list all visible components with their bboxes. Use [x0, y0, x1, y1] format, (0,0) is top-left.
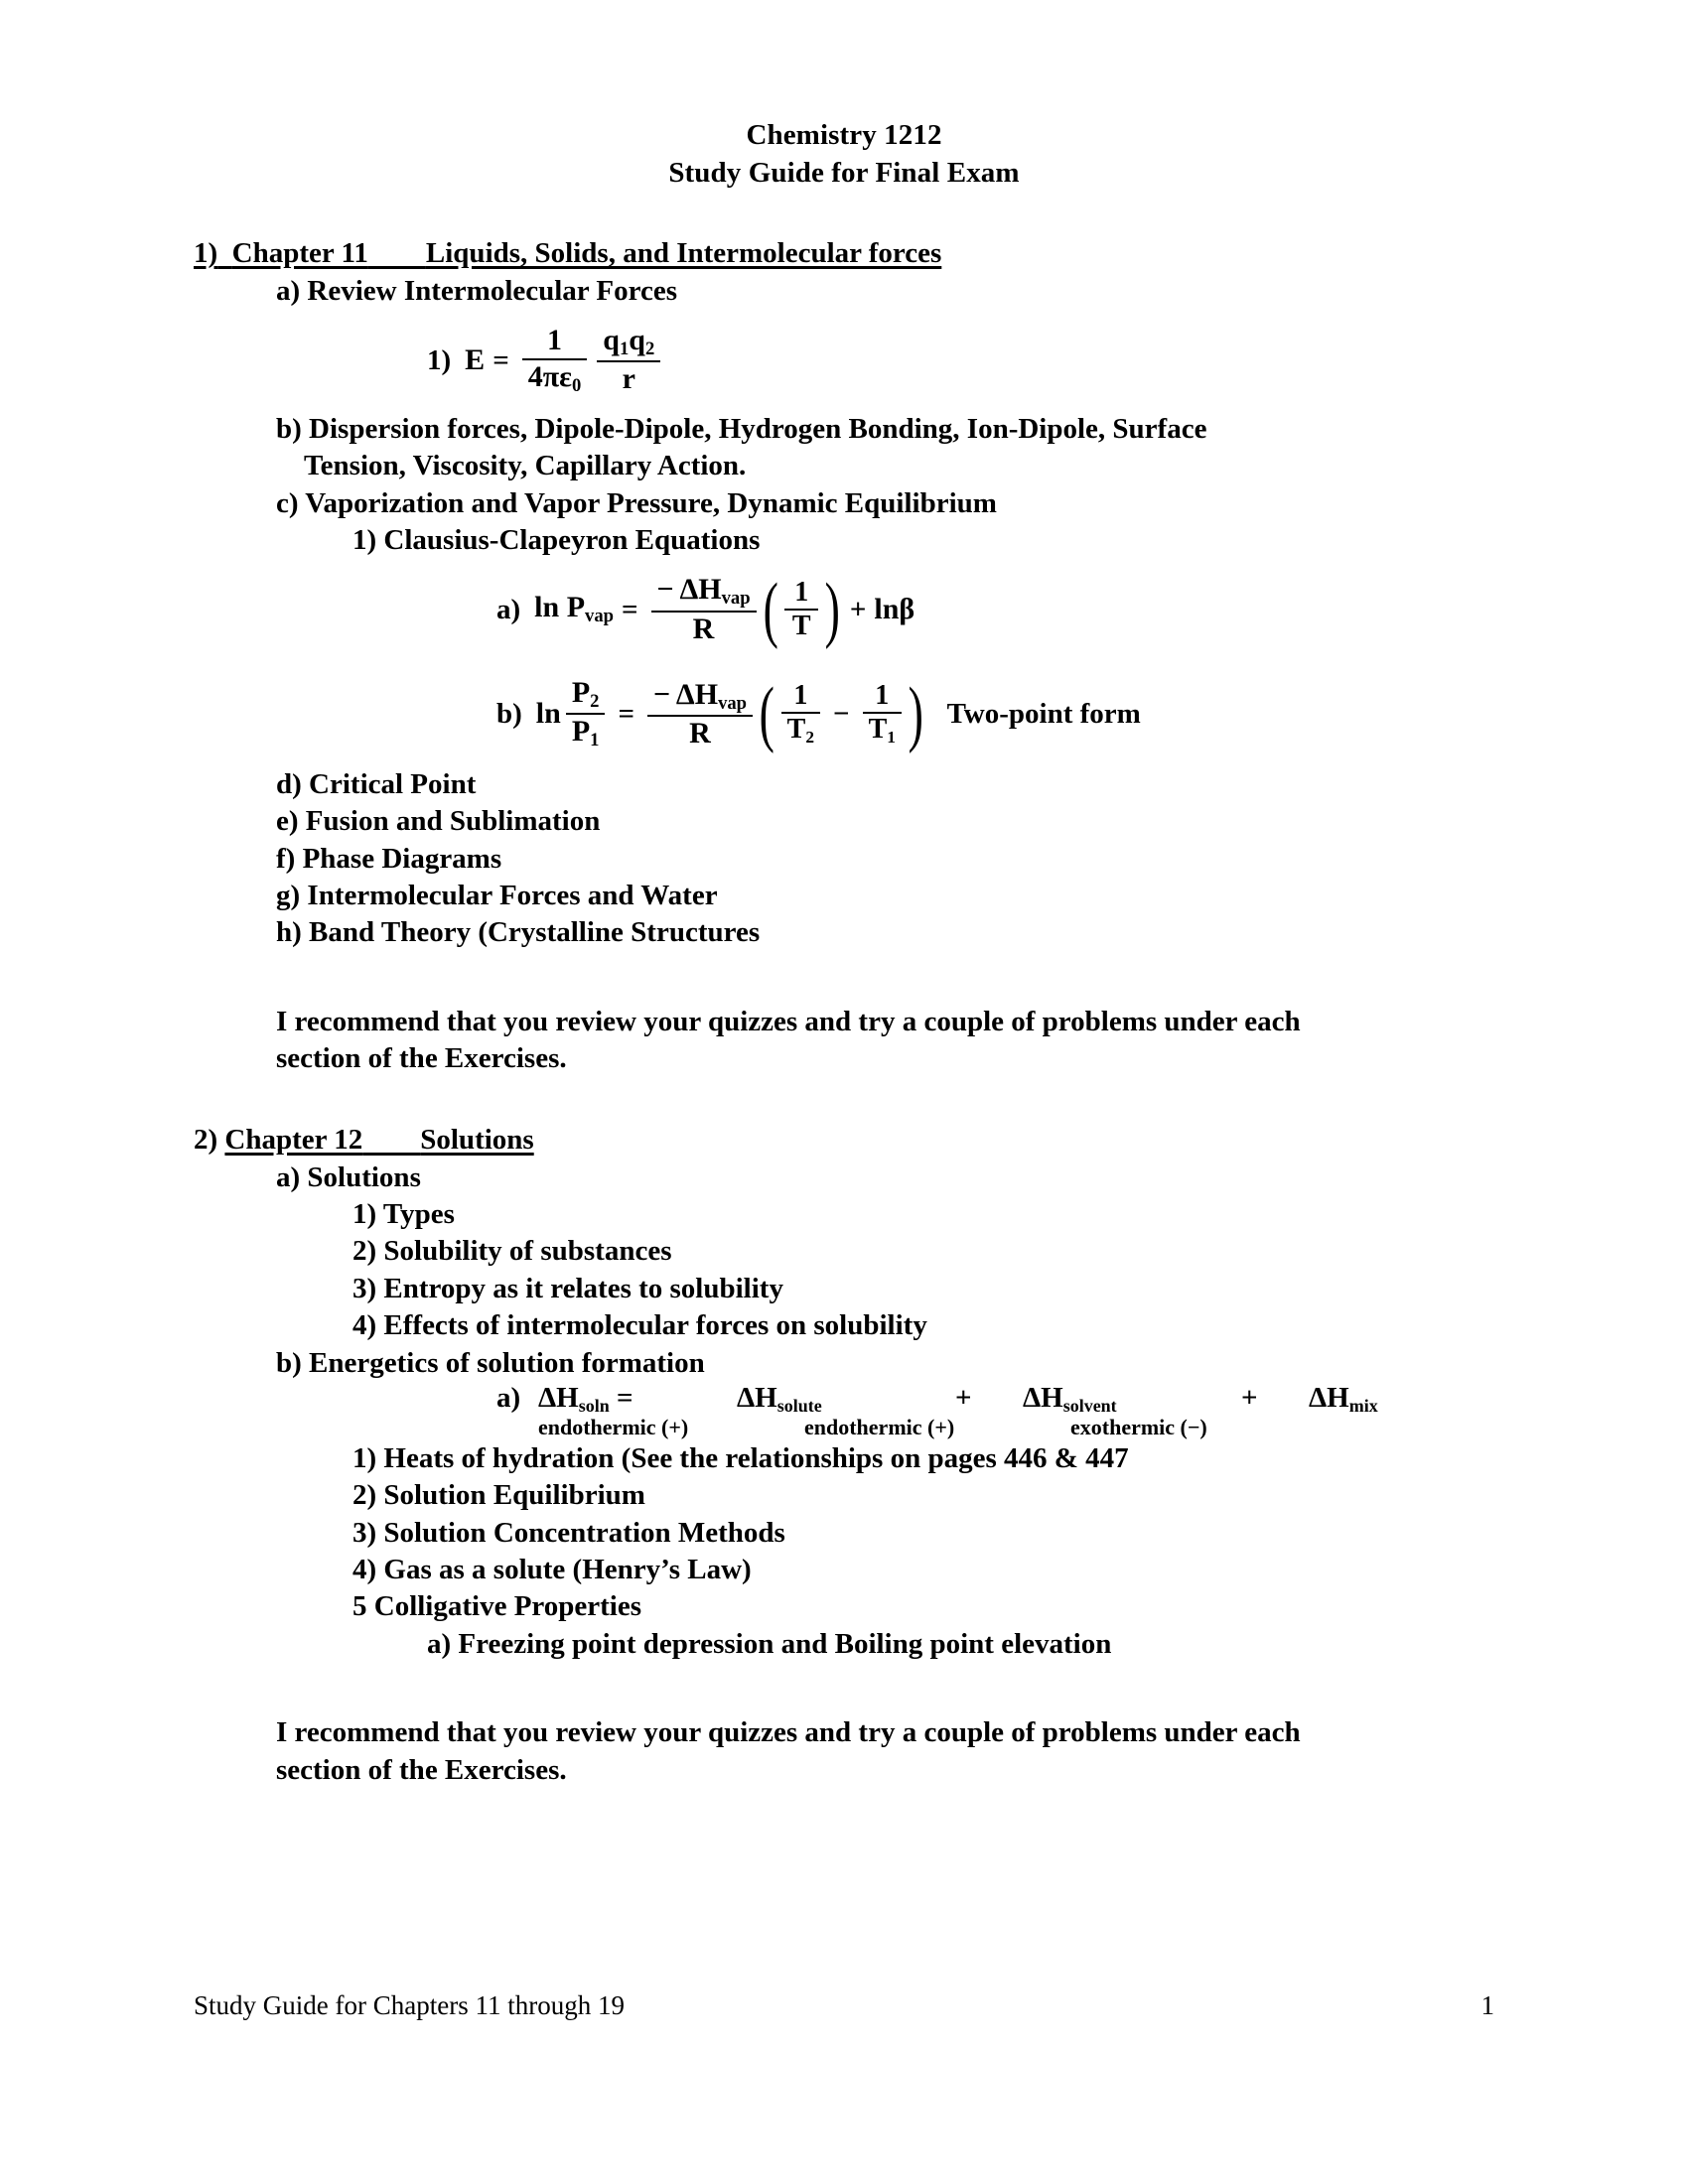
chapter-gap-12	[362, 1124, 420, 1156]
vap-subscript: vap	[718, 692, 748, 714]
plus-sign-1: +	[955, 1381, 972, 1414]
item-12-b-4: 4) Gas as a solute (Henry’s Law)	[352, 1553, 752, 1585]
right-paren: )	[908, 672, 923, 754]
t-symbol: T	[786, 714, 806, 746]
fraction-denominator	[522, 360, 588, 397]
chapter-heading-11	[194, 235, 1494, 272]
p1-subscript: 1	[590, 730, 600, 751]
fraction-one-over-t	[784, 577, 818, 642]
t-symbol: T	[868, 714, 888, 746]
p-symbol: P	[571, 676, 591, 710]
fraction-q1q2-over-r	[597, 324, 660, 397]
vap-subscript: vap	[721, 588, 751, 610]
footer-left-text: Study Guide for Chapters 11 through 19	[194, 1990, 625, 2020]
delta-h-vap: − ΔH	[652, 677, 719, 711]
fraction-denominator: T	[791, 611, 811, 642]
fraction-numerator: 1	[794, 577, 809, 609]
item-11-b-line2: Tension, Viscosity, Capillary Action.	[304, 450, 747, 482]
delta-h-solute-term	[737, 1382, 955, 1416]
page-footer	[194, 1990, 1494, 2021]
chapter-heading-11-text	[217, 237, 232, 269]
item-11-b	[276, 411, 1388, 485]
soln-subscript: soln	[578, 1396, 610, 1416]
fraction-denominator: R	[692, 612, 715, 645]
recommendation-paragraph-2	[276, 1714, 1388, 1789]
item-12-a-1: 1) Types	[352, 1197, 455, 1230]
equation-clausius-clapeyron-a	[496, 568, 1494, 650]
chapter-label-12: Chapter 12	[224, 1124, 363, 1157]
chapter-label-11: Chapter 11	[231, 237, 368, 270]
spacer	[194, 752, 1494, 766]
item-12-a: a) Solutions	[276, 1160, 421, 1193]
denominator-subscript: 0	[571, 374, 582, 396]
equation-coulomb	[427, 324, 1494, 397]
equation-coulomb-equals: =	[492, 343, 509, 376]
p-symbol: P	[571, 715, 591, 749]
item-11-h: h) Band Theory (Crystalline Structures	[276, 916, 761, 949]
equation-clausius-a-plus: +	[849, 593, 867, 625]
fraction-numerator	[651, 573, 757, 610]
equation-heat-of-solution-row-notes	[496, 1416, 1494, 1440]
denominator-text: 4πε	[527, 359, 572, 393]
fraction-one-over-t1	[863, 680, 902, 749]
fraction-denominator: R	[689, 716, 711, 750]
fraction-numerator	[597, 324, 660, 360]
fraction-p2-over-p1	[566, 676, 606, 752]
item-11-d: d) Critical Point	[276, 767, 477, 800]
item-12-b-1: 1) Heats of hydration (See the relationships on pages 446 & 447	[352, 1441, 1129, 1474]
item-11-e: e) Fusion and Sublimation	[276, 805, 601, 838]
recommendation-paragraph-1	[276, 1004, 1388, 1078]
title-line-1: Chemistry 1212	[746, 119, 942, 151]
document-content	[194, 117, 1494, 1790]
fraction-numerator: 1	[875, 680, 890, 712]
equation-heat-of-solution-label: a)	[496, 1381, 521, 1414]
delta-h-solvent-term	[1023, 1382, 1241, 1416]
delta-h-soln-term	[538, 1382, 737, 1416]
two-point-form-label: Two-point form	[946, 697, 1141, 730]
equation-clausius-b-equals: =	[618, 697, 634, 730]
q1-subscript: 1	[619, 339, 630, 360]
equation-clausius-a-equals: =	[621, 593, 638, 625]
fraction-numerator	[566, 676, 606, 713]
right-paren: )	[824, 568, 841, 650]
equation-coulomb-lhs: E	[465, 343, 486, 377]
equation-clausius-a-tail: lnβ	[874, 593, 915, 626]
fraction-one-over-four-pi-epsilon	[522, 324, 588, 397]
delta-h-mix-term	[1309, 1382, 1487, 1416]
equation-heat-of-solution	[496, 1382, 1494, 1440]
equation-clausius-b-label: b)	[496, 697, 522, 730]
q1-symbol: q	[603, 324, 620, 357]
recommendation-1-line2: section of the Exercises.	[276, 1042, 567, 1075]
equation-clausius-a-label: a)	[496, 593, 521, 625]
fraction-denominator	[566, 715, 606, 751]
equation-clausius-a-lhs	[534, 593, 614, 626]
parenthesized-group	[762, 568, 842, 650]
fraction-one-over-t2	[781, 680, 820, 749]
note-endothermic-solute: endothermic (+)	[538, 1415, 689, 1440]
chapter-title-12: Solutions	[420, 1124, 534, 1157]
equals-sign: =	[616, 1381, 633, 1414]
q2-subscript: 2	[644, 339, 655, 360]
mix-subscript: mix	[1348, 1396, 1378, 1416]
item-11-b-line1: b) Dispersion forces, Dipole-Dipole, Hydrogen Bonding, Ion-Dipole, Surface	[276, 412, 1207, 445]
fraction-numerator: 1	[793, 680, 808, 712]
item-11-a: a) Review Intermolecular Forces	[276, 274, 677, 307]
recommendation-2-line2: section of the Exercises.	[276, 1753, 567, 1786]
delta-h-symbol: ΔH	[737, 1381, 777, 1414]
p2-subscript: 2	[590, 691, 600, 713]
chapter-heading-12	[194, 1122, 1494, 1159]
item-11-f: f) Phase Diagrams	[276, 842, 502, 875]
delta-h-symbol: ΔH	[538, 1381, 579, 1414]
chapter-gap-11	[368, 237, 426, 269]
recommendation-1-line1: I recommend that you review your quizzes and try a couple of problems under each	[276, 1005, 1301, 1037]
fraction-denominator	[863, 714, 902, 749]
note-exothermic-mix: exothermic (−)	[1070, 1415, 1207, 1440]
item-12-b-3: 3) Solution Concentration Methods	[352, 1516, 785, 1549]
item-11-c-1: 1) Clausius-Clapeyron Equations	[352, 524, 761, 557]
page-title	[194, 117, 1494, 192]
item-12-a-2: 2) Solubility of substances	[352, 1235, 672, 1268]
footer-page-number: 1	[1480, 1990, 1494, 2020]
item-12-b: b) Energetics of solution formation	[276, 1346, 705, 1379]
vap-subscript: vap	[585, 606, 614, 627]
solvent-subscript: solvent	[1062, 1396, 1117, 1416]
fraction-delta-h-over-r	[647, 678, 753, 751]
equation-heat-of-solution-row-terms	[496, 1382, 1494, 1416]
delta-h-symbol: ΔH	[1023, 1381, 1063, 1414]
t1-subscript: 1	[887, 728, 896, 748]
spacer	[194, 310, 1494, 324]
ln-p: ln P	[534, 591, 586, 624]
chapter-title-11: Liquids, Solids, and Intermolecular forces	[425, 237, 942, 270]
item-12-b-2: 2) Solution Equilibrium	[352, 1479, 645, 1512]
title-line-2: Study Guide for Final Exam	[668, 156, 1020, 189]
chapter-number-12: 2)	[194, 1124, 218, 1157]
spacer	[194, 952, 1494, 1004]
fraction-denominator	[781, 714, 820, 749]
equals-spacer	[610, 1382, 617, 1414]
parenthesized-group	[758, 672, 925, 754]
minus-operator: −	[833, 697, 850, 730]
delta-h-symbol: ΔH	[1309, 1381, 1349, 1414]
item-11-g: g) Intermolecular Forces and Water	[276, 879, 718, 911]
fraction-numerator	[647, 678, 753, 715]
fraction-delta-h-over-r	[651, 573, 757, 646]
chapter-number-11: 1)	[194, 237, 218, 270]
spacer	[194, 1663, 1494, 1714]
spacer	[194, 397, 1494, 411]
fraction-denominator: r	[622, 362, 635, 396]
equation-coulomb-label: 1)	[427, 343, 452, 376]
ln-operator: ln	[535, 697, 561, 731]
note-endothermic-solvent: endothermic (+)	[804, 1415, 955, 1440]
left-paren: (	[759, 672, 774, 754]
item-11-c: c) Vaporization and Vapor Pressure, Dynamic Equilibrium	[276, 486, 997, 519]
fraction-numerator: 1	[547, 324, 562, 357]
item-12-a-3: 3) Entropy as it relates to solubility	[352, 1272, 783, 1304]
equation-clausius-clapeyron-b	[496, 672, 1494, 754]
recommendation-2-line1: I recommend that you review your quizzes and try a couple of problems under each	[276, 1716, 1301, 1749]
spacer	[194, 646, 1494, 676]
left-paren: (	[763, 568, 778, 650]
item-12-b-5-a: a) Freezing point depression and Boiling point elevation	[427, 1627, 1112, 1660]
plus-sign-2: +	[1241, 1381, 1258, 1414]
t2-subscript: 2	[805, 728, 815, 748]
delta-h-vap: − ΔH	[656, 573, 722, 607]
item-12-a-4: 4) Effects of intermolecular forces on solubility	[352, 1309, 927, 1342]
item-12-b-5: 5 Colligative Properties	[352, 1590, 642, 1623]
spacer	[194, 559, 1494, 573]
solute-subscript: solute	[776, 1396, 822, 1416]
q2-symbol: q	[629, 324, 645, 357]
